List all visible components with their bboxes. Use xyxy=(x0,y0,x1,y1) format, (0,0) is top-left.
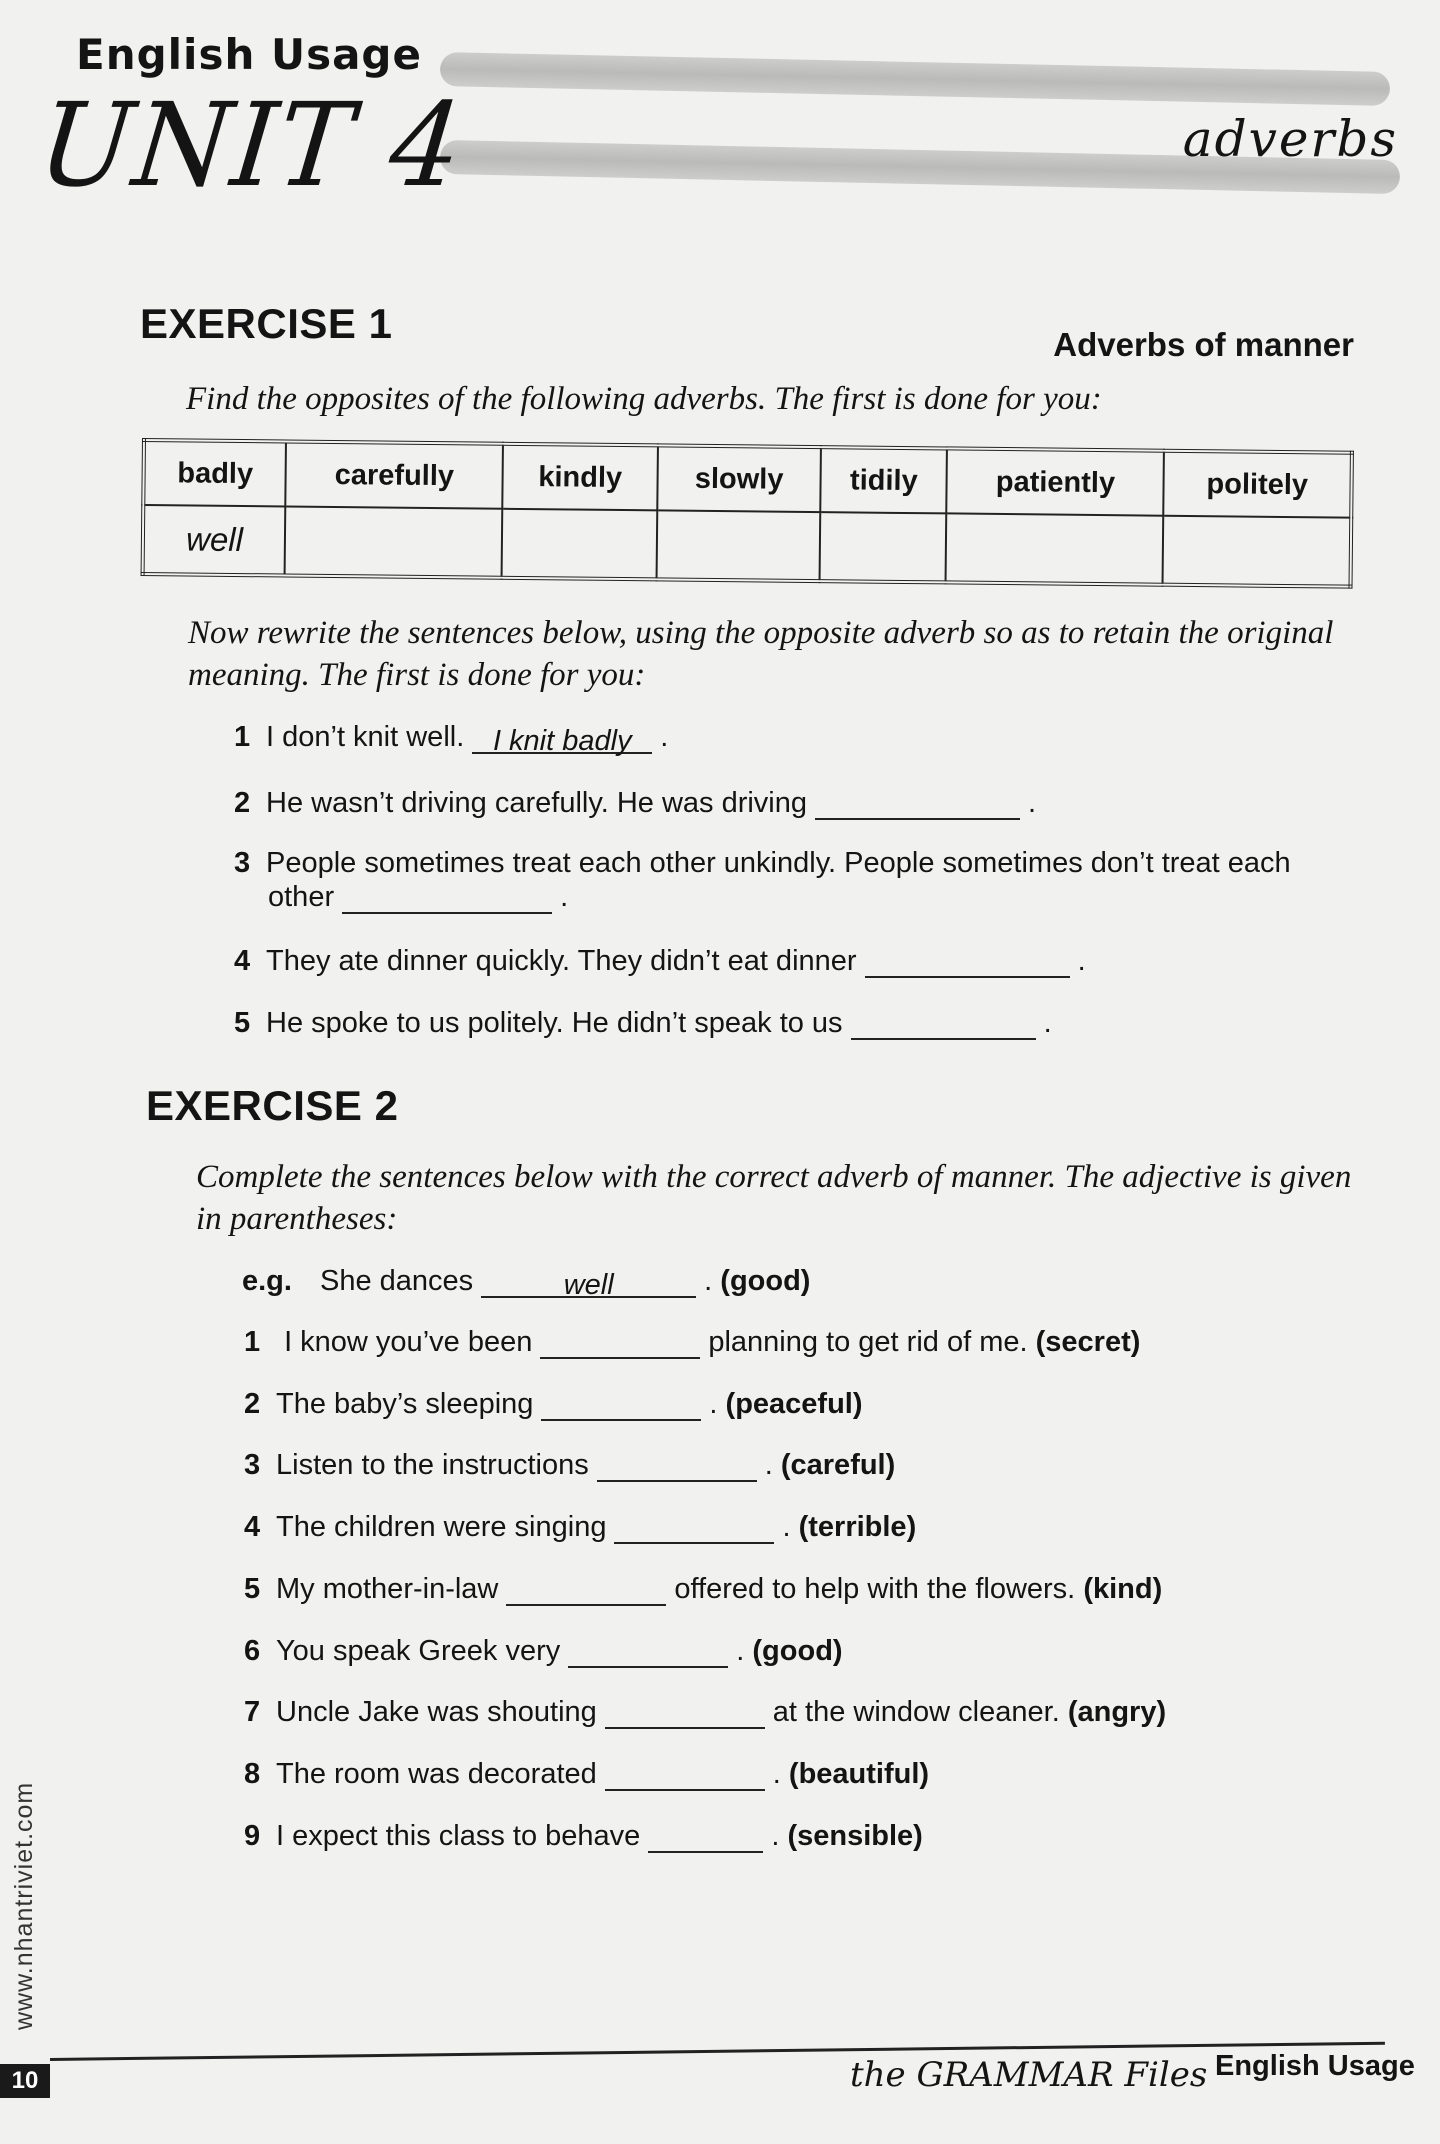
table-answer-cell: well xyxy=(143,505,286,575)
answer-blank[interactable] xyxy=(568,1638,728,1668)
opposites-table xyxy=(141,438,1354,589)
list-item xyxy=(234,944,1086,978)
item-number: 5 xyxy=(244,1573,261,1605)
item-text: He spoke to us politely. He didn’t speak to us xyxy=(266,1007,843,1039)
item-text-after: planning to get rid of me. xyxy=(708,1326,1028,1358)
list-item xyxy=(244,1634,843,1668)
item-text: They ate dinner quickly. They didn’t eat dinner xyxy=(266,945,857,977)
exercise1-subtitle: Adverbs of manner xyxy=(1053,326,1354,363)
table-header-cell: patiently xyxy=(947,448,1165,515)
adjective-cue: (terrible) xyxy=(798,1511,917,1543)
item-text: People sometimes treat each other unkindly. People sometimes don’t treat each xyxy=(266,847,1291,879)
unit-topic: adverbs xyxy=(1182,110,1398,168)
item-number: 1 xyxy=(244,1326,261,1358)
item-text-after: at the window cleaner. xyxy=(772,1696,1060,1728)
exercise1-instruction2: Now rewrite the sentences below, using the opposite adverb so as to retain the original meaning. The first is done for you: xyxy=(188,615,1334,693)
exercise1-instruction: Find the opposites of the following adverbs. The first is done for you: xyxy=(186,381,1102,417)
item-end: . xyxy=(1043,1007,1052,1039)
list-item xyxy=(234,720,669,757)
item-text: I know you’ve been xyxy=(284,1326,533,1358)
answer-blank[interactable] xyxy=(865,948,1070,978)
item-end: . xyxy=(704,1265,713,1297)
item-number: 4 xyxy=(244,1511,261,1543)
item-text-after: . xyxy=(782,1511,791,1543)
example-label: e.g. xyxy=(242,1265,292,1297)
table-header-cell: politely xyxy=(1164,451,1352,518)
page-number: 10 xyxy=(0,2064,50,2098)
adjective-cue: (peaceful) xyxy=(725,1388,863,1420)
item-text: He wasn’t driving carefully. He was driving xyxy=(266,787,808,819)
example-item xyxy=(242,1264,811,1301)
brush-stroke-top xyxy=(440,52,1391,106)
item-number: 8 xyxy=(244,1758,261,1790)
list-item xyxy=(244,1448,895,1482)
item-text: The baby’s sleeping xyxy=(276,1388,534,1420)
list-item xyxy=(234,786,1036,820)
item-number: 3 xyxy=(244,1449,261,1481)
adjective-cue: (good) xyxy=(752,1635,843,1667)
answer-blank[interactable] xyxy=(342,884,552,914)
item-end: . xyxy=(560,881,569,913)
adjective-cue: (careful) xyxy=(780,1449,896,1481)
item-text: My mother-in-law xyxy=(276,1573,499,1605)
item-text-after: . xyxy=(709,1388,718,1420)
series-title: English Usage xyxy=(76,30,422,79)
adjective-cue: (sensible) xyxy=(787,1820,923,1852)
answer-blank[interactable] xyxy=(605,1699,765,1729)
table-answer-cell[interactable] xyxy=(285,507,503,578)
exercise1-title: EXERCISE 1 xyxy=(140,300,393,347)
table-answer-cell[interactable] xyxy=(657,510,821,581)
answer-blank[interactable] xyxy=(648,1823,763,1853)
table-answer-cell[interactable] xyxy=(1163,516,1351,587)
answer-blank[interactable] xyxy=(614,1514,774,1544)
adjective-cue: (good) xyxy=(720,1265,811,1297)
item-text-after: . xyxy=(736,1635,745,1667)
answer-blank[interactable] xyxy=(541,1391,701,1421)
answer-blank[interactable] xyxy=(605,1761,765,1791)
item-text: Uncle Jake was shouting xyxy=(276,1696,597,1728)
answer-blank: well xyxy=(481,1268,696,1298)
adjective-cue: (secret) xyxy=(1035,1326,1141,1358)
item-number: 6 xyxy=(244,1635,261,1667)
answer-blank[interactable] xyxy=(597,1452,757,1482)
item-number: 7 xyxy=(244,1696,261,1728)
answer-blank[interactable] xyxy=(506,1576,666,1606)
item-text: The room was decorated xyxy=(276,1758,597,1790)
item-text: You speak Greek very xyxy=(276,1635,561,1667)
item-number: 2 xyxy=(234,787,251,819)
list-item xyxy=(244,1757,929,1791)
list-item xyxy=(244,1819,923,1853)
item-number: 3 xyxy=(234,847,251,879)
list-item xyxy=(244,1572,1162,1606)
table-header-cell: tidily xyxy=(820,447,947,513)
adjective-cue: (angry) xyxy=(1067,1696,1167,1728)
table-answer-cell[interactable] xyxy=(502,509,657,580)
item-number: 9 xyxy=(244,1820,261,1852)
adjective-cue: (kind) xyxy=(1083,1573,1163,1605)
table-header-cell: badly xyxy=(143,440,286,506)
item-text: She dances xyxy=(320,1265,474,1297)
item-text: other xyxy=(268,881,335,913)
unit-title: UNIT 4 xyxy=(32,77,470,213)
item-text-after: . xyxy=(764,1449,773,1481)
item-text-after: . xyxy=(772,1758,781,1790)
table-answer-row xyxy=(143,505,1352,587)
website-label: www.nhantriviet.com xyxy=(10,1781,38,2030)
table-header-cell: slowly xyxy=(657,445,821,512)
answer-blank[interactable] xyxy=(815,790,1020,820)
table-header-cell: kindly xyxy=(503,444,658,511)
list-item xyxy=(244,1695,1166,1729)
item-number: 5 xyxy=(234,1007,251,1039)
footer-title: English Usage xyxy=(1215,2050,1415,2082)
adjective-cue: (beautiful) xyxy=(788,1758,930,1790)
table-answer-cell[interactable] xyxy=(820,512,947,582)
item-text: I don’t knit well. xyxy=(266,721,465,753)
item-text-after: . xyxy=(771,1820,780,1852)
exercise2-title: EXERCISE 2 xyxy=(146,1082,399,1129)
item-end: . xyxy=(1028,787,1037,819)
list-item xyxy=(244,1325,1140,1359)
item-number: 2 xyxy=(244,1388,261,1420)
list-item-continuation xyxy=(268,880,568,914)
list-item xyxy=(244,1510,916,1544)
answer-blank: I knit badly xyxy=(472,724,652,754)
answer-blank[interactable] xyxy=(540,1329,700,1359)
list-item xyxy=(244,1387,863,1421)
item-text: I expect this class to behave xyxy=(276,1820,641,1852)
answer-blank[interactable] xyxy=(851,1010,1036,1040)
list-item xyxy=(234,1006,1052,1040)
table-header-cell: carefully xyxy=(285,442,503,509)
item-end: . xyxy=(1077,945,1086,977)
item-number: 4 xyxy=(234,945,251,977)
series-brand: the GRAMMAR Files xyxy=(850,2055,1208,2095)
table-answer-cell[interactable] xyxy=(946,513,1164,584)
list-item xyxy=(234,846,1291,880)
exercise2-instruction: Complete the sentences below with the correct adverb of manner. The adjective is given in parentheses: xyxy=(196,1159,1352,1237)
item-text-after: offered to help with the flowers. xyxy=(674,1573,1076,1605)
item-text: Listen to the instructions xyxy=(276,1449,589,1481)
item-number: 1 xyxy=(234,721,251,753)
item-end: . xyxy=(660,721,669,753)
item-text: The children were singing xyxy=(276,1511,607,1543)
